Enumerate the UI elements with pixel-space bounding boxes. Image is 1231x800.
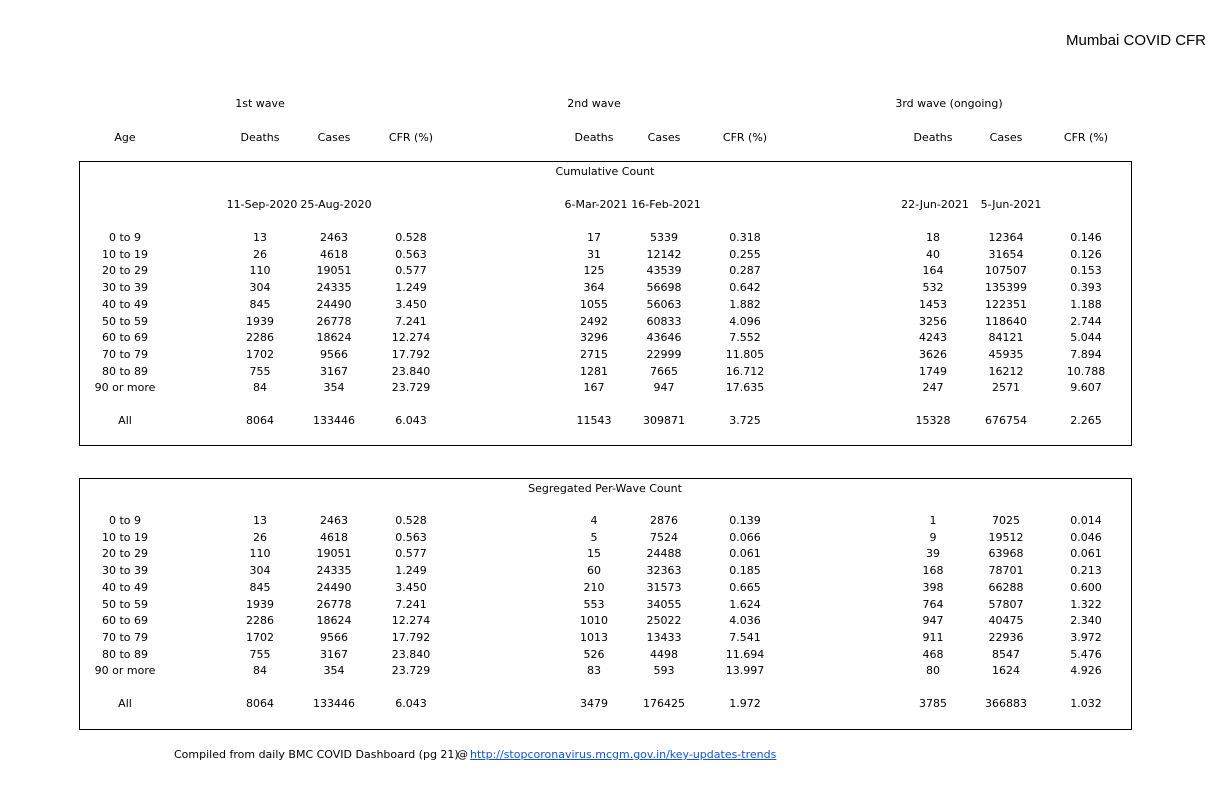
wave-3-cfr-cell: 9.607 bbox=[1070, 381, 1102, 395]
wave-2-deaths-cell: 3296 bbox=[580, 331, 608, 345]
wave-1-cases-total-cell: 133446 bbox=[313, 697, 355, 710]
table-row bbox=[0, 564, 1231, 578]
wave-3-cases-cell: 135399 bbox=[985, 281, 1027, 295]
wave-3-cases-cell: 7025 bbox=[992, 514, 1020, 527]
wave-3-cfr-cell: 2.340 bbox=[1070, 614, 1102, 628]
wave-1-cfr-cell: 3.450 bbox=[395, 297, 427, 311]
wave-3-cases-cell: 45935 bbox=[988, 347, 1024, 361]
table-row bbox=[0, 531, 1231, 545]
wave-3-cases-header: Cases bbox=[989, 131, 1023, 144]
wave-1-deaths-cell: 845 bbox=[249, 580, 271, 594]
wave-1-deaths-cell: 110 bbox=[249, 547, 271, 561]
wave-3-cfr-cell: 0.126 bbox=[1070, 247, 1102, 261]
table-row bbox=[0, 315, 1231, 329]
wave-1-cases-cell: 2463 bbox=[320, 231, 348, 244]
wave-1-deaths-cell: 13 bbox=[253, 514, 267, 527]
wave-2-cases-cell: 22999 bbox=[646, 347, 682, 361]
wave-3-cfr-cell: 0.061 bbox=[1070, 547, 1102, 561]
wave-3-cfr-cell: 1.322 bbox=[1070, 597, 1102, 611]
wave-3-cfr-cell: 3.972 bbox=[1070, 630, 1102, 644]
wave-1-cfr-cell: 0.563 bbox=[395, 247, 427, 261]
wave-1-deaths-cell: 26 bbox=[253, 530, 267, 544]
footer-source-link[interactable]: http://stopcoronavirus.mcgm.gov.in/key-updates-trends bbox=[470, 748, 777, 761]
wave-3-label: 3rd wave (ongoing) bbox=[895, 97, 1003, 110]
wave-3-cases-cell: 107507 bbox=[985, 264, 1027, 278]
age-header: Age bbox=[114, 131, 136, 144]
wave-3-cases-cell: 57807 bbox=[988, 597, 1024, 611]
wave-1-deaths-cell: 2286 bbox=[246, 614, 274, 628]
wave-3-cases-cell: 16212 bbox=[988, 364, 1024, 378]
wave-2-cfr-cell: 1.624 bbox=[729, 597, 761, 611]
wave-2-cases-cell: 4498 bbox=[650, 647, 678, 661]
wave-2-cfr-cell: 0.139 bbox=[729, 514, 761, 527]
wave-1-cases-cell: 3167 bbox=[320, 364, 348, 378]
wave-1-cfr-cell: 1.249 bbox=[395, 564, 427, 578]
wave-3-deaths-cell: 764 bbox=[922, 597, 944, 611]
age-cell: 50 to 59 bbox=[101, 314, 149, 328]
wave-2-deaths-cell: 60 bbox=[587, 564, 601, 578]
wave-2-cfr-cell: 0.066 bbox=[729, 530, 761, 544]
total-row bbox=[0, 697, 1231, 711]
age-cell: 40 to 49 bbox=[101, 297, 149, 311]
wave-1-deaths-cell: 84 bbox=[253, 381, 267, 395]
age-cell: 30 to 39 bbox=[101, 281, 149, 295]
table-row bbox=[0, 281, 1231, 295]
wave-3-deaths-cell: 947 bbox=[922, 614, 944, 628]
age-cell: 90 or more bbox=[94, 381, 156, 395]
wave-3-cfr-cell: 0.046 bbox=[1070, 530, 1102, 544]
wave-3-cfr-cell: 0.146 bbox=[1070, 231, 1102, 244]
wave-2-cfr-cell: 0.318 bbox=[729, 231, 761, 244]
wave-1-cases-cell: 9566 bbox=[320, 347, 348, 361]
wave-2-cfr-header: CFR (%) bbox=[722, 131, 768, 144]
wave-1-deaths-cell: 110 bbox=[249, 264, 271, 278]
wave-2-cases-cell: 2876 bbox=[650, 514, 678, 527]
wave-1-cases-cell: 24335 bbox=[316, 564, 352, 578]
wave-1-deaths-cell: 845 bbox=[249, 297, 271, 311]
wave-2-cfr-cell: 16.712 bbox=[725, 364, 765, 378]
wave-1-deaths-header: Deaths bbox=[240, 131, 280, 144]
wave-3-cases-total-cell: 366883 bbox=[985, 697, 1027, 710]
table-row bbox=[0, 514, 1231, 528]
wave-3-deaths-cell: 9 bbox=[929, 530, 937, 544]
page-title: Mumbai COVID CFR bbox=[1066, 32, 1207, 49]
wave-1-cfr-cell: 17.792 bbox=[391, 630, 431, 644]
wave-2-cases-date: 16-Feb-2021 bbox=[631, 198, 701, 211]
table-row bbox=[0, 614, 1231, 628]
age-cell: 20 to 29 bbox=[101, 547, 149, 561]
wave-2-cfr-cell: 11.694 bbox=[725, 647, 765, 661]
wave-3-cases-cell: 22936 bbox=[988, 630, 1024, 644]
wave-1-cfr-cell: 12.274 bbox=[391, 331, 431, 345]
wave-1-cfr-header: CFR (%) bbox=[388, 131, 434, 144]
wave-2-cases-cell: 7665 bbox=[650, 364, 678, 378]
wave-2-cfr-total-cell: 3.725 bbox=[729, 414, 761, 427]
wave-3-deaths-cell: 39 bbox=[926, 547, 940, 561]
wave-1-cases-cell: 24335 bbox=[316, 281, 352, 295]
table-row bbox=[0, 631, 1231, 645]
age-cell: 60 to 69 bbox=[101, 614, 149, 628]
wave-2-deaths-cell: 364 bbox=[583, 281, 605, 295]
table-row bbox=[0, 664, 1231, 678]
wave-2-deaths-cell: 210 bbox=[583, 580, 605, 594]
table-row bbox=[0, 264, 1231, 278]
wave-1-cfr-cell: 7.241 bbox=[395, 597, 427, 611]
age-cell: 80 to 89 bbox=[101, 647, 149, 661]
wave-1-deaths-cell: 26 bbox=[253, 247, 267, 261]
wave-2-deaths-header: Deaths bbox=[574, 131, 614, 144]
wave-2-cfr-cell: 0.255 bbox=[729, 247, 761, 261]
wave-1-deaths-cell: 84 bbox=[253, 664, 267, 678]
cumulative-table-title: Cumulative Count bbox=[555, 165, 655, 178]
age-cell: 10 to 19 bbox=[101, 530, 149, 544]
wave-2-deaths-cell: 83 bbox=[587, 664, 601, 678]
wave-2-deaths-cell: 526 bbox=[583, 647, 605, 661]
table-row bbox=[0, 581, 1231, 595]
age-cell: 80 to 89 bbox=[101, 364, 149, 378]
wave-1-deaths-cell: 1939 bbox=[246, 597, 274, 611]
wave-1-cfr-cell: 23.840 bbox=[391, 647, 431, 661]
wave-2-cases-cell: 24488 bbox=[646, 547, 682, 561]
wave-3-deaths-cell: 18 bbox=[926, 231, 940, 244]
wave-3-deaths-total-cell: 3785 bbox=[919, 697, 947, 710]
wave-2-deaths-cell: 1013 bbox=[580, 630, 608, 644]
wave-1-cfr-cell: 7.241 bbox=[395, 314, 427, 328]
wave-2-cases-cell: 34055 bbox=[646, 597, 682, 611]
wave-2-deaths-cell: 1055 bbox=[580, 297, 608, 311]
wave-2-deaths-cell: 2715 bbox=[580, 347, 608, 361]
wave-3-cases-cell: 78701 bbox=[988, 564, 1024, 578]
wave-2-cfr-total-cell: 1.972 bbox=[729, 697, 761, 710]
wave-2-cases-cell: 43646 bbox=[646, 331, 682, 345]
wave-1-cfr-cell: 0.528 bbox=[395, 514, 427, 527]
wave-1-cases-cell: 18624 bbox=[316, 614, 352, 628]
wave-2-deaths-cell: 5 bbox=[590, 530, 598, 544]
wave-1-cfr-total-cell: 6.043 bbox=[395, 414, 427, 427]
footer-at-symbol: @ bbox=[457, 748, 468, 761]
wave-2-cases-cell: 56698 bbox=[646, 281, 682, 295]
wave-1-cases-cell: 26778 bbox=[316, 314, 352, 328]
table-row bbox=[0, 298, 1231, 312]
wave-3-cases-total-cell: 676754 bbox=[985, 414, 1027, 427]
wave-2-cases-total-cell: 176425 bbox=[643, 697, 685, 710]
wave-2-cases-cell: 12142 bbox=[646, 247, 682, 261]
wave-2-cfr-cell: 0.665 bbox=[729, 580, 761, 594]
wave-3-cases-cell: 122351 bbox=[985, 297, 1027, 311]
table-row bbox=[0, 248, 1231, 262]
wave-3-cases-cell: 40475 bbox=[988, 614, 1024, 628]
wave-1-cases-cell: 354 bbox=[323, 381, 345, 395]
wave-2-cases-cell: 593 bbox=[653, 664, 675, 678]
table-row bbox=[0, 381, 1231, 395]
table-row bbox=[0, 598, 1231, 612]
wave-1-cases-cell: 3167 bbox=[320, 647, 348, 661]
wave-1-cases-cell: 9566 bbox=[320, 630, 348, 644]
age-cell: 40 to 49 bbox=[101, 580, 149, 594]
wave-3-deaths-cell: 40 bbox=[926, 247, 940, 261]
wave-1-deaths-cell: 13 bbox=[253, 231, 267, 244]
wave-2-deaths-cell: 4 bbox=[590, 514, 598, 527]
age-total-cell: All bbox=[118, 697, 132, 710]
wave-1-cfr-cell: 0.577 bbox=[395, 547, 427, 561]
wave-3-cases-cell: 118640 bbox=[985, 314, 1027, 328]
wave-1-cfr-cell: 1.249 bbox=[395, 281, 427, 295]
wave-3-deaths-cell: 4243 bbox=[919, 331, 947, 345]
age-cell: 50 to 59 bbox=[101, 597, 149, 611]
table-row bbox=[0, 348, 1231, 362]
wave-2-label: 2nd wave bbox=[567, 97, 621, 110]
wave-2-cases-cell: 43539 bbox=[646, 264, 682, 278]
segregated-table-title: Segregated Per-Wave Count bbox=[528, 482, 682, 495]
wave-2-deaths-total-cell: 11543 bbox=[576, 414, 612, 427]
wave-3-deaths-cell: 468 bbox=[922, 647, 944, 661]
wave-2-deaths-cell: 167 bbox=[583, 381, 605, 395]
wave-2-cfr-cell: 11.805 bbox=[725, 347, 765, 361]
wave-2-cases-cell: 25022 bbox=[646, 614, 682, 628]
wave-3-deaths-cell: 1 bbox=[929, 514, 937, 527]
wave-3-deaths-cell: 168 bbox=[922, 564, 944, 578]
wave-2-deaths-cell: 31 bbox=[587, 247, 601, 261]
wave-3-cfr-cell: 5.044 bbox=[1070, 331, 1102, 345]
wave-3-deaths-cell: 1749 bbox=[919, 364, 947, 378]
wave-3-cfr-cell: 0.600 bbox=[1070, 580, 1102, 594]
age-cell: 90 or more bbox=[94, 664, 156, 678]
age-cell: 70 to 79 bbox=[101, 347, 149, 361]
wave-1-cases-cell: 2463 bbox=[320, 514, 348, 527]
age-cell: 0 to 9 bbox=[108, 231, 142, 244]
wave-1-cases-cell: 24490 bbox=[316, 297, 352, 311]
wave-1-deaths-cell: 2286 bbox=[246, 331, 274, 345]
age-cell: 70 to 79 bbox=[101, 630, 149, 644]
wave-3-cases-cell: 66288 bbox=[988, 580, 1024, 594]
wave-2-deaths-date: 6-Mar-2021 bbox=[564, 198, 628, 211]
wave-3-deaths-cell: 532 bbox=[922, 281, 944, 295]
wave-1-cfr-cell: 23.729 bbox=[391, 664, 431, 678]
wave-1-cases-date: 25-Aug-2020 bbox=[300, 198, 372, 211]
wave-3-cfr-cell: 1.188 bbox=[1070, 297, 1102, 311]
wave-1-cases-header: Cases bbox=[317, 131, 351, 144]
wave-3-cases-cell: 31654 bbox=[988, 247, 1024, 261]
wave-3-cfr-cell: 4.926 bbox=[1070, 664, 1102, 678]
total-row bbox=[0, 414, 1231, 428]
wave-1-cases-cell: 19051 bbox=[316, 547, 352, 561]
wave-2-deaths-cell: 125 bbox=[583, 264, 605, 278]
wave-2-cases-cell: 32363 bbox=[646, 564, 682, 578]
wave-1-deaths-cell: 304 bbox=[249, 281, 271, 295]
wave-3-deaths-header: Deaths bbox=[913, 131, 953, 144]
wave-3-cases-cell: 1624 bbox=[992, 664, 1020, 678]
wave-2-cases-cell: 56063 bbox=[646, 297, 682, 311]
wave-3-cfr-cell: 7.894 bbox=[1070, 347, 1102, 361]
wave-1-label: 1st wave bbox=[235, 97, 285, 110]
wave-2-cases-cell: 5339 bbox=[650, 231, 678, 244]
wave-1-deaths-cell: 1702 bbox=[246, 347, 274, 361]
wave-1-cfr-cell: 12.274 bbox=[391, 614, 431, 628]
wave-2-cfr-cell: 4.096 bbox=[729, 314, 761, 328]
wave-3-cfr-cell: 5.476 bbox=[1070, 647, 1102, 661]
wave-3-deaths-cell: 80 bbox=[926, 664, 940, 678]
wave-1-cases-total-cell: 133446 bbox=[313, 414, 355, 427]
wave-2-cases-header: Cases bbox=[647, 131, 681, 144]
age-cell: 0 to 9 bbox=[108, 514, 142, 527]
wave-1-deaths-cell: 304 bbox=[249, 564, 271, 578]
wave-1-cfr-cell: 23.840 bbox=[391, 364, 431, 378]
wave-1-cases-cell: 4618 bbox=[320, 530, 348, 544]
wave-1-cases-cell: 19051 bbox=[316, 264, 352, 278]
wave-3-deaths-cell: 911 bbox=[922, 630, 944, 644]
wave-3-cases-cell: 2571 bbox=[992, 381, 1020, 395]
wave-1-deaths-total-cell: 8064 bbox=[246, 414, 274, 427]
wave-2-cfr-cell: 0.642 bbox=[729, 281, 761, 295]
wave-1-cases-cell: 18624 bbox=[316, 331, 352, 345]
wave-2-cases-cell: 7524 bbox=[650, 530, 678, 544]
wave-2-deaths-cell: 1281 bbox=[580, 364, 608, 378]
wave-2-cfr-cell: 7.552 bbox=[729, 331, 761, 345]
wave-3-cases-date: 5-Jun-2021 bbox=[980, 198, 1042, 211]
table-row bbox=[0, 648, 1231, 662]
wave-3-deaths-cell: 3256 bbox=[919, 314, 947, 328]
age-cell: 20 to 29 bbox=[101, 264, 149, 278]
wave-2-cfr-cell: 17.635 bbox=[725, 381, 765, 395]
wave-3-cases-cell: 84121 bbox=[988, 331, 1024, 345]
wave-1-cfr-cell: 0.563 bbox=[395, 530, 427, 544]
wave-1-cfr-cell: 0.528 bbox=[395, 231, 427, 244]
wave-3-cases-cell: 8547 bbox=[992, 647, 1020, 661]
wave-2-deaths-total-cell: 3479 bbox=[580, 697, 608, 710]
wave-1-cases-cell: 4618 bbox=[320, 247, 348, 261]
wave-1-deaths-cell: 755 bbox=[249, 364, 271, 378]
wave-2-cfr-cell: 1.882 bbox=[729, 297, 761, 311]
age-total-cell: All bbox=[118, 414, 132, 427]
wave-3-cfr-cell: 0.393 bbox=[1070, 281, 1102, 295]
wave-2-deaths-cell: 17 bbox=[587, 231, 601, 244]
wave-1-deaths-total-cell: 8064 bbox=[246, 697, 274, 710]
wave-3-deaths-cell: 247 bbox=[922, 381, 944, 395]
footer-source-text: Compiled from daily BMC COVID Dashboard (pg 21) bbox=[174, 748, 459, 761]
wave-1-cases-cell: 24490 bbox=[316, 580, 352, 594]
age-cell: 10 to 19 bbox=[101, 247, 149, 261]
wave-1-cfr-cell: 3.450 bbox=[395, 580, 427, 594]
wave-2-cases-cell: 947 bbox=[653, 381, 675, 395]
wave-3-cfr-cell: 0.153 bbox=[1070, 264, 1102, 278]
wave-2-deaths-cell: 15 bbox=[587, 547, 601, 561]
wave-2-cfr-cell: 7.541 bbox=[729, 630, 761, 644]
wave-2-cfr-cell: 13.997 bbox=[725, 664, 765, 678]
wave-2-cases-total-cell: 309871 bbox=[643, 414, 685, 427]
table-row bbox=[0, 365, 1231, 379]
wave-1-cfr-cell: 0.577 bbox=[395, 264, 427, 278]
wave-3-deaths-cell: 164 bbox=[922, 264, 944, 278]
table-row bbox=[0, 547, 1231, 561]
wave-3-cfr-total-cell: 2.265 bbox=[1070, 414, 1102, 427]
wave-2-cases-cell: 13433 bbox=[646, 630, 682, 644]
wave-2-deaths-cell: 2492 bbox=[580, 314, 608, 328]
wave-2-cases-cell: 31573 bbox=[646, 580, 682, 594]
wave-1-deaths-date: 11-Sep-2020 bbox=[226, 198, 298, 211]
age-cell: 60 to 69 bbox=[101, 331, 149, 345]
wave-3-cfr-cell: 10.788 bbox=[1066, 364, 1106, 378]
table-row bbox=[0, 331, 1231, 345]
wave-3-cfr-total-cell: 1.032 bbox=[1070, 697, 1102, 710]
wave-3-cases-cell: 19512 bbox=[988, 530, 1024, 544]
wave-1-cases-cell: 26778 bbox=[316, 597, 352, 611]
wave-1-cfr-cell: 23.729 bbox=[391, 381, 431, 395]
table-row bbox=[0, 231, 1231, 245]
wave-2-deaths-cell: 553 bbox=[583, 597, 605, 611]
wave-3-deaths-cell: 1453 bbox=[919, 297, 947, 311]
wave-3-deaths-cell: 398 bbox=[922, 580, 944, 594]
age-cell: 30 to 39 bbox=[101, 564, 149, 578]
wave-1-deaths-cell: 755 bbox=[249, 647, 271, 661]
wave-2-cfr-cell: 0.287 bbox=[729, 264, 761, 278]
wave-1-deaths-cell: 1702 bbox=[246, 630, 274, 644]
wave-2-cfr-cell: 0.185 bbox=[729, 564, 761, 578]
wave-3-cfr-header: CFR (%) bbox=[1063, 131, 1109, 144]
wave-2-deaths-cell: 1010 bbox=[580, 614, 608, 628]
wave-1-cfr-cell: 17.792 bbox=[391, 347, 431, 361]
wave-3-deaths-date: 22-Jun-2021 bbox=[901, 198, 969, 211]
wave-3-deaths-cell: 3626 bbox=[919, 347, 947, 361]
wave-3-cfr-cell: 2.744 bbox=[1070, 314, 1102, 328]
wave-3-cfr-cell: 0.213 bbox=[1070, 564, 1102, 578]
wave-2-cases-cell: 60833 bbox=[646, 314, 682, 328]
wave-2-cfr-cell: 4.036 bbox=[729, 614, 761, 628]
wave-3-deaths-total-cell: 15328 bbox=[915, 414, 951, 427]
wave-3-cases-cell: 12364 bbox=[988, 231, 1024, 244]
wave-3-cases-cell: 63968 bbox=[988, 547, 1024, 561]
wave-1-cases-cell: 354 bbox=[323, 664, 345, 678]
wave-3-cfr-cell: 0.014 bbox=[1070, 514, 1102, 527]
wave-1-cfr-total-cell: 6.043 bbox=[395, 697, 427, 710]
wave-2-cfr-cell: 0.061 bbox=[729, 547, 761, 561]
wave-1-deaths-cell: 1939 bbox=[246, 314, 274, 328]
